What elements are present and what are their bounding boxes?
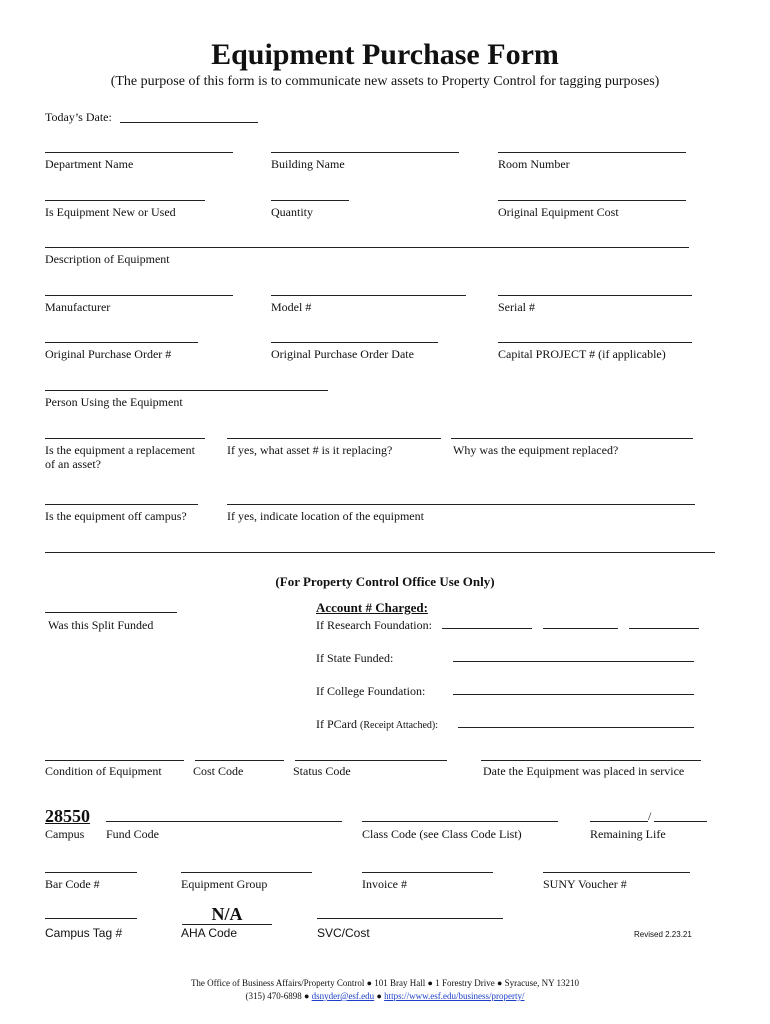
replacement-field[interactable] — [45, 438, 205, 439]
section-divider — [45, 552, 715, 553]
location-field[interactable] — [227, 504, 695, 505]
quantity-label: Quantity — [271, 205, 313, 219]
model-field[interactable] — [271, 295, 466, 296]
equipment-group-field[interactable] — [181, 872, 312, 873]
new-or-used-label: Is Equipment New or Used — [45, 205, 176, 219]
why-replaced-label: Why was the equipment replaced? — [453, 443, 619, 457]
suny-voucher-label: SUNY Voucher # — [543, 877, 627, 891]
research-foundation-field-2[interactable] — [543, 628, 618, 629]
state-funded-label: If State Funded: — [316, 651, 394, 665]
pcard-label — [316, 717, 438, 733]
campus-tag-field[interactable] — [45, 918, 137, 919]
split-funded-label: Was this Split Funded — [48, 618, 154, 632]
fund-code-field[interactable] — [106, 821, 342, 822]
footer-email-link[interactable]: dsnyder@esf.edu — [311, 991, 375, 1001]
today-date-field[interactable] — [120, 122, 258, 123]
svc-cost-field[interactable] — [317, 918, 503, 919]
class-code-label: Class Code (see Class Code List) — [362, 827, 522, 841]
footer-address-2: 1 Forestry Drive — [435, 978, 495, 988]
aha-code-value: N/A — [182, 904, 272, 925]
why-replaced-field[interactable] — [451, 438, 693, 439]
college-foundation-field[interactable] — [453, 694, 694, 695]
department-name-label: Department Name — [45, 157, 134, 171]
off-campus-field[interactable] — [45, 504, 198, 505]
campus-label: Campus — [45, 827, 85, 841]
replacement-label: Is the equipment a replacement — [45, 443, 195, 457]
fund-code-label: Fund Code — [106, 827, 160, 841]
location-label: If yes, indicate location of the equipment — [227, 509, 424, 523]
office-use-heading: (For Property Control Office Use Only) — [275, 574, 495, 589]
date-in-service-label: Date the Equipment was placed in service — [483, 764, 685, 778]
purchase-order-date-field[interactable] — [271, 342, 438, 343]
campus-tag-label: Campus Tag # — [45, 926, 123, 940]
suny-voucher-field[interactable] — [543, 872, 690, 873]
replacing-asset-label: If yes, what asset # is it replacing? — [227, 443, 393, 457]
equipment-group-label: Equipment Group — [181, 877, 268, 891]
replacement-label-line2: of an asset? — [45, 457, 101, 471]
cost-code-field[interactable] — [195, 760, 284, 761]
pcard-field[interactable] — [458, 727, 694, 728]
description-field[interactable] — [45, 247, 689, 248]
footer-address — [0, 978, 770, 988]
bullet-icon: ● — [366, 978, 373, 988]
purchase-order-date-label: Original Purchase Order Date — [271, 347, 414, 361]
condition-label: Condition of Equipment — [45, 764, 162, 778]
original-cost-field[interactable] — [498, 200, 686, 201]
date-in-service-field[interactable] — [481, 760, 701, 761]
footer-address-1: 101 Bray Hall — [374, 978, 426, 988]
condition-field[interactable] — [45, 760, 184, 761]
remaining-life-field-1[interactable] — [590, 821, 648, 822]
original-cost-label: Original Equipment Cost — [498, 205, 619, 219]
status-code-field[interactable] — [295, 760, 447, 761]
campus-value: 28550 — [45, 806, 90, 826]
class-code-field[interactable] — [362, 821, 558, 822]
college-foundation-label: If College Foundation: — [316, 684, 426, 698]
today-date-label: Today’s Date: — [45, 110, 112, 124]
bullet-icon: ● — [303, 991, 310, 1001]
bullet-icon: ● — [496, 978, 503, 988]
split-funded-field[interactable] — [45, 612, 177, 613]
invoice-label: Invoice # — [362, 877, 407, 891]
revised-date: Revised 2.23.21 — [634, 930, 692, 939]
quantity-field[interactable] — [271, 200, 349, 201]
pcard-label-text: If PCard — [316, 717, 357, 731]
cost-code-label: Cost Code — [193, 764, 244, 778]
research-foundation-field-3[interactable] — [629, 628, 699, 629]
footer-contact — [0, 991, 770, 1001]
remaining-life-label: Remaining Life — [590, 827, 666, 841]
footer-city: Syracuse, NY 13210 — [504, 978, 580, 988]
pcard-note: (Receipt Attached): — [360, 720, 439, 731]
footer-phone: (315) 470-6898 — [245, 991, 302, 1001]
svc-cost-label: SVC/Cost — [317, 926, 370, 940]
building-name-field[interactable] — [271, 152, 459, 153]
serial-field[interactable] — [498, 295, 692, 296]
footer-office: The Office of Business Affairs/Property Control — [190, 978, 365, 988]
manufacturer-field[interactable] — [45, 295, 233, 296]
bullet-icon: ● — [376, 991, 382, 1001]
form-title: Equipment Purchase Form — [211, 38, 559, 71]
form-subtitle: (The purpose of this form is to communicate new assets to Property Control for tagging purposes) — [110, 74, 660, 89]
aha-code-label: AHA Code — [181, 926, 238, 940]
status-code-label: Status Code — [293, 764, 351, 778]
off-campus-label: Is the equipment off campus? — [45, 509, 187, 523]
description-label: Description of Equipment — [45, 252, 170, 266]
model-label: Model # — [271, 300, 312, 314]
room-number-label: Room Number — [498, 157, 570, 171]
research-foundation-label: If Research Foundation: — [316, 618, 432, 632]
bar-code-field[interactable] — [45, 872, 137, 873]
bar-code-label: Bar Code # — [45, 877, 100, 891]
footer-url-link[interactable]: https://www.esf.edu/business/property/ — [384, 991, 525, 1001]
state-funded-field[interactable] — [453, 661, 694, 662]
person-using-field[interactable] — [45, 390, 328, 391]
new-or-used-field[interactable] — [45, 200, 205, 201]
department-name-field[interactable] — [45, 152, 233, 153]
invoice-field[interactable] — [362, 872, 493, 873]
room-number-field[interactable] — [498, 152, 686, 153]
account-charged-heading: Account # Charged: — [316, 600, 428, 615]
capital-project-label: Capital PROJECT # (if applicable) — [498, 347, 666, 361]
purchase-order-field[interactable] — [45, 342, 198, 343]
remaining-life-separator: / — [648, 809, 652, 823]
replacing-asset-field[interactable] — [227, 438, 441, 439]
manufacturer-label: Manufacturer — [45, 300, 111, 314]
purchase-order-label: Original Purchase Order # — [45, 347, 172, 361]
capital-project-field[interactable] — [498, 342, 692, 343]
research-foundation-field-1[interactable] — [442, 628, 532, 629]
serial-label: Serial # — [498, 300, 535, 314]
person-using-label: Person Using the Equipment — [45, 395, 183, 409]
remaining-life-field-2[interactable] — [654, 821, 707, 822]
building-name-label: Building Name — [271, 157, 345, 171]
bullet-icon: ● — [427, 978, 433, 988]
